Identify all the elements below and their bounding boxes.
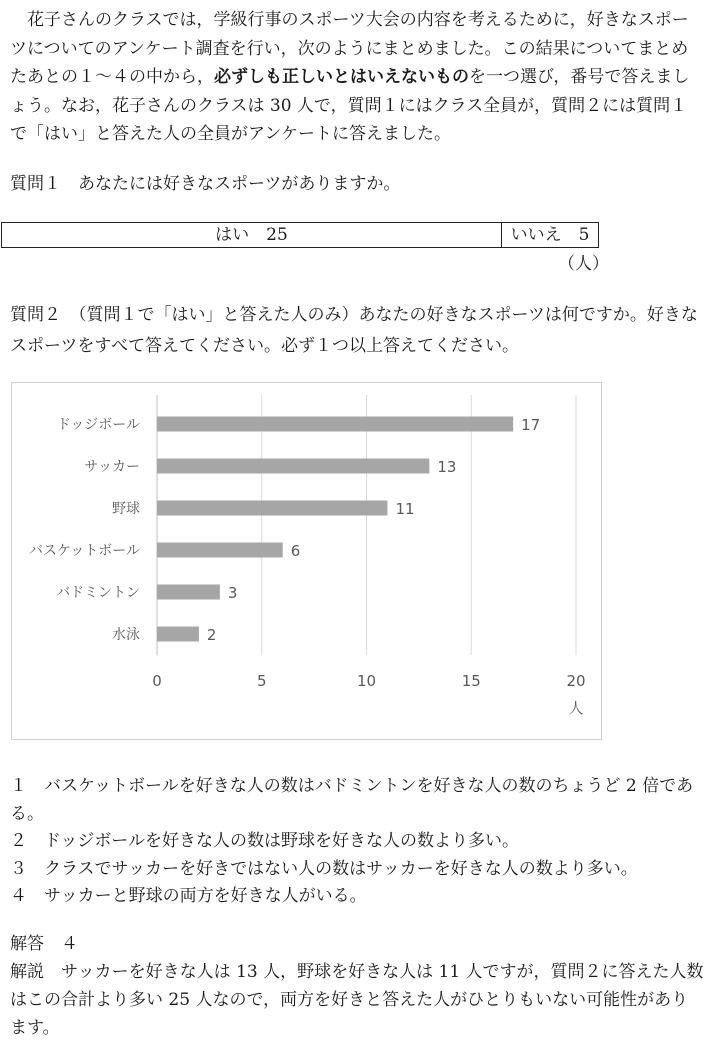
intro-bold-phrase: 必ずしも正しいとはいえないもの [214, 67, 469, 87]
bar-4 [157, 585, 220, 600]
data-label-3: 6 [290, 542, 301, 560]
bar-0 [157, 417, 513, 432]
data-label-1: 13 [437, 458, 457, 476]
category-label-3: バスケットボール [28, 543, 140, 559]
intro-text-part1: 花子さんのクラスでは，学級行事のスポーツ大会の内容を考えるために，好きなスポーツについてのアンケート調査を行い，次のようにまとめました。この結果についてまとめたあとの１～４の中から， [10, 10, 689, 87]
option-2-number: ２ [10, 831, 27, 851]
x-tick-label-20: 20 [566, 672, 586, 690]
option-2-text: ドッジボールを好きな人の数は野球を好きな人の数より多い。 [44, 831, 519, 851]
option-4 [10, 883, 704, 911]
option-3-number: ３ [10, 858, 27, 879]
data-label-2: 11 [395, 500, 415, 518]
category-label-5: 水泳 [112, 627, 140, 643]
yes-segment: はい 25 [2, 223, 502, 247]
option-3-text: クラスでサッカーを好きではない人の数はサッカーを好きな人の数より多い。 [44, 858, 638, 879]
question1-result-bar [1, 222, 599, 248]
category-label-1: サッカー [84, 459, 140, 475]
answer-label: 解答 [10, 934, 44, 954]
answer-options [10, 773, 704, 911]
data-label-5: 2 [206, 626, 217, 644]
question1-text: 質問１ あなたには好きなスポーツがありますか。 [10, 174, 401, 194]
option-4-number: ４ [10, 886, 27, 906]
option-1-text: バスケットボールを好きな人の数はバドミントンを好きな人の数のちょうど 2 倍である。 [10, 776, 694, 824]
data-label-0: 17 [521, 416, 541, 434]
option-3 [10, 856, 704, 884]
answer-line [10, 930, 704, 958]
option-4-text: サッカーと野球の両方を好きな人がいる。 [44, 886, 367, 906]
option-2 [10, 828, 704, 856]
x-tick-label-0: 0 [152, 672, 162, 690]
x-axis-unit-label: 人 [568, 699, 584, 717]
explanation-label: 解説 [10, 962, 44, 982]
no-segment: いいえ 5 [510, 225, 590, 245]
intro-paragraph [10, 6, 704, 149]
answer-section [10, 930, 704, 1042]
bar-2 [157, 501, 387, 516]
bar-1 [157, 459, 429, 474]
sports-bar-chart [11, 382, 602, 740]
option-1-number: １ [10, 776, 27, 796]
explanation-line [10, 958, 704, 1042]
chart-svg [12, 383, 601, 739]
intro-text-part2: を一つ選び，番号で答えましょう。なお，花子さんのクラスは 30 人で，質問１にはクラス全員が，質問２には質問１で「はい」と答えた人の全員がアンケートに答えました。 [10, 67, 690, 144]
explanation-text: サッカーを好きな人は 13 人，野球を好きな人は 11 人ですが，質問２に答えた人数はこの合計より多い 25 人なので，両方を好きと答えた人がひとりもいない可能性があります。 [10, 962, 704, 1038]
data-label-4: 3 [227, 584, 238, 602]
category-label-0: ドッジボール [56, 417, 140, 433]
x-tick-label-15: 15 [461, 672, 481, 690]
x-tick-label-10: 10 [356, 672, 377, 690]
category-label-2: 野球 [112, 501, 140, 517]
bar-5 [157, 627, 199, 642]
answer-value: ４ [61, 934, 78, 954]
question2-text: 質問２ （質問１で「はい」と答えた人のみ）あなたの好きなスポーツは何ですか。好きなスポーツをすべて答えてください。必ず１つ以上答えてください。 [10, 305, 698, 356]
question1-unit: （人） [558, 254, 609, 274]
bar-3 [157, 543, 283, 558]
category-label-4: バドミントン [56, 585, 140, 601]
x-tick-label-5: 5 [256, 672, 267, 690]
option-1 [10, 773, 704, 828]
